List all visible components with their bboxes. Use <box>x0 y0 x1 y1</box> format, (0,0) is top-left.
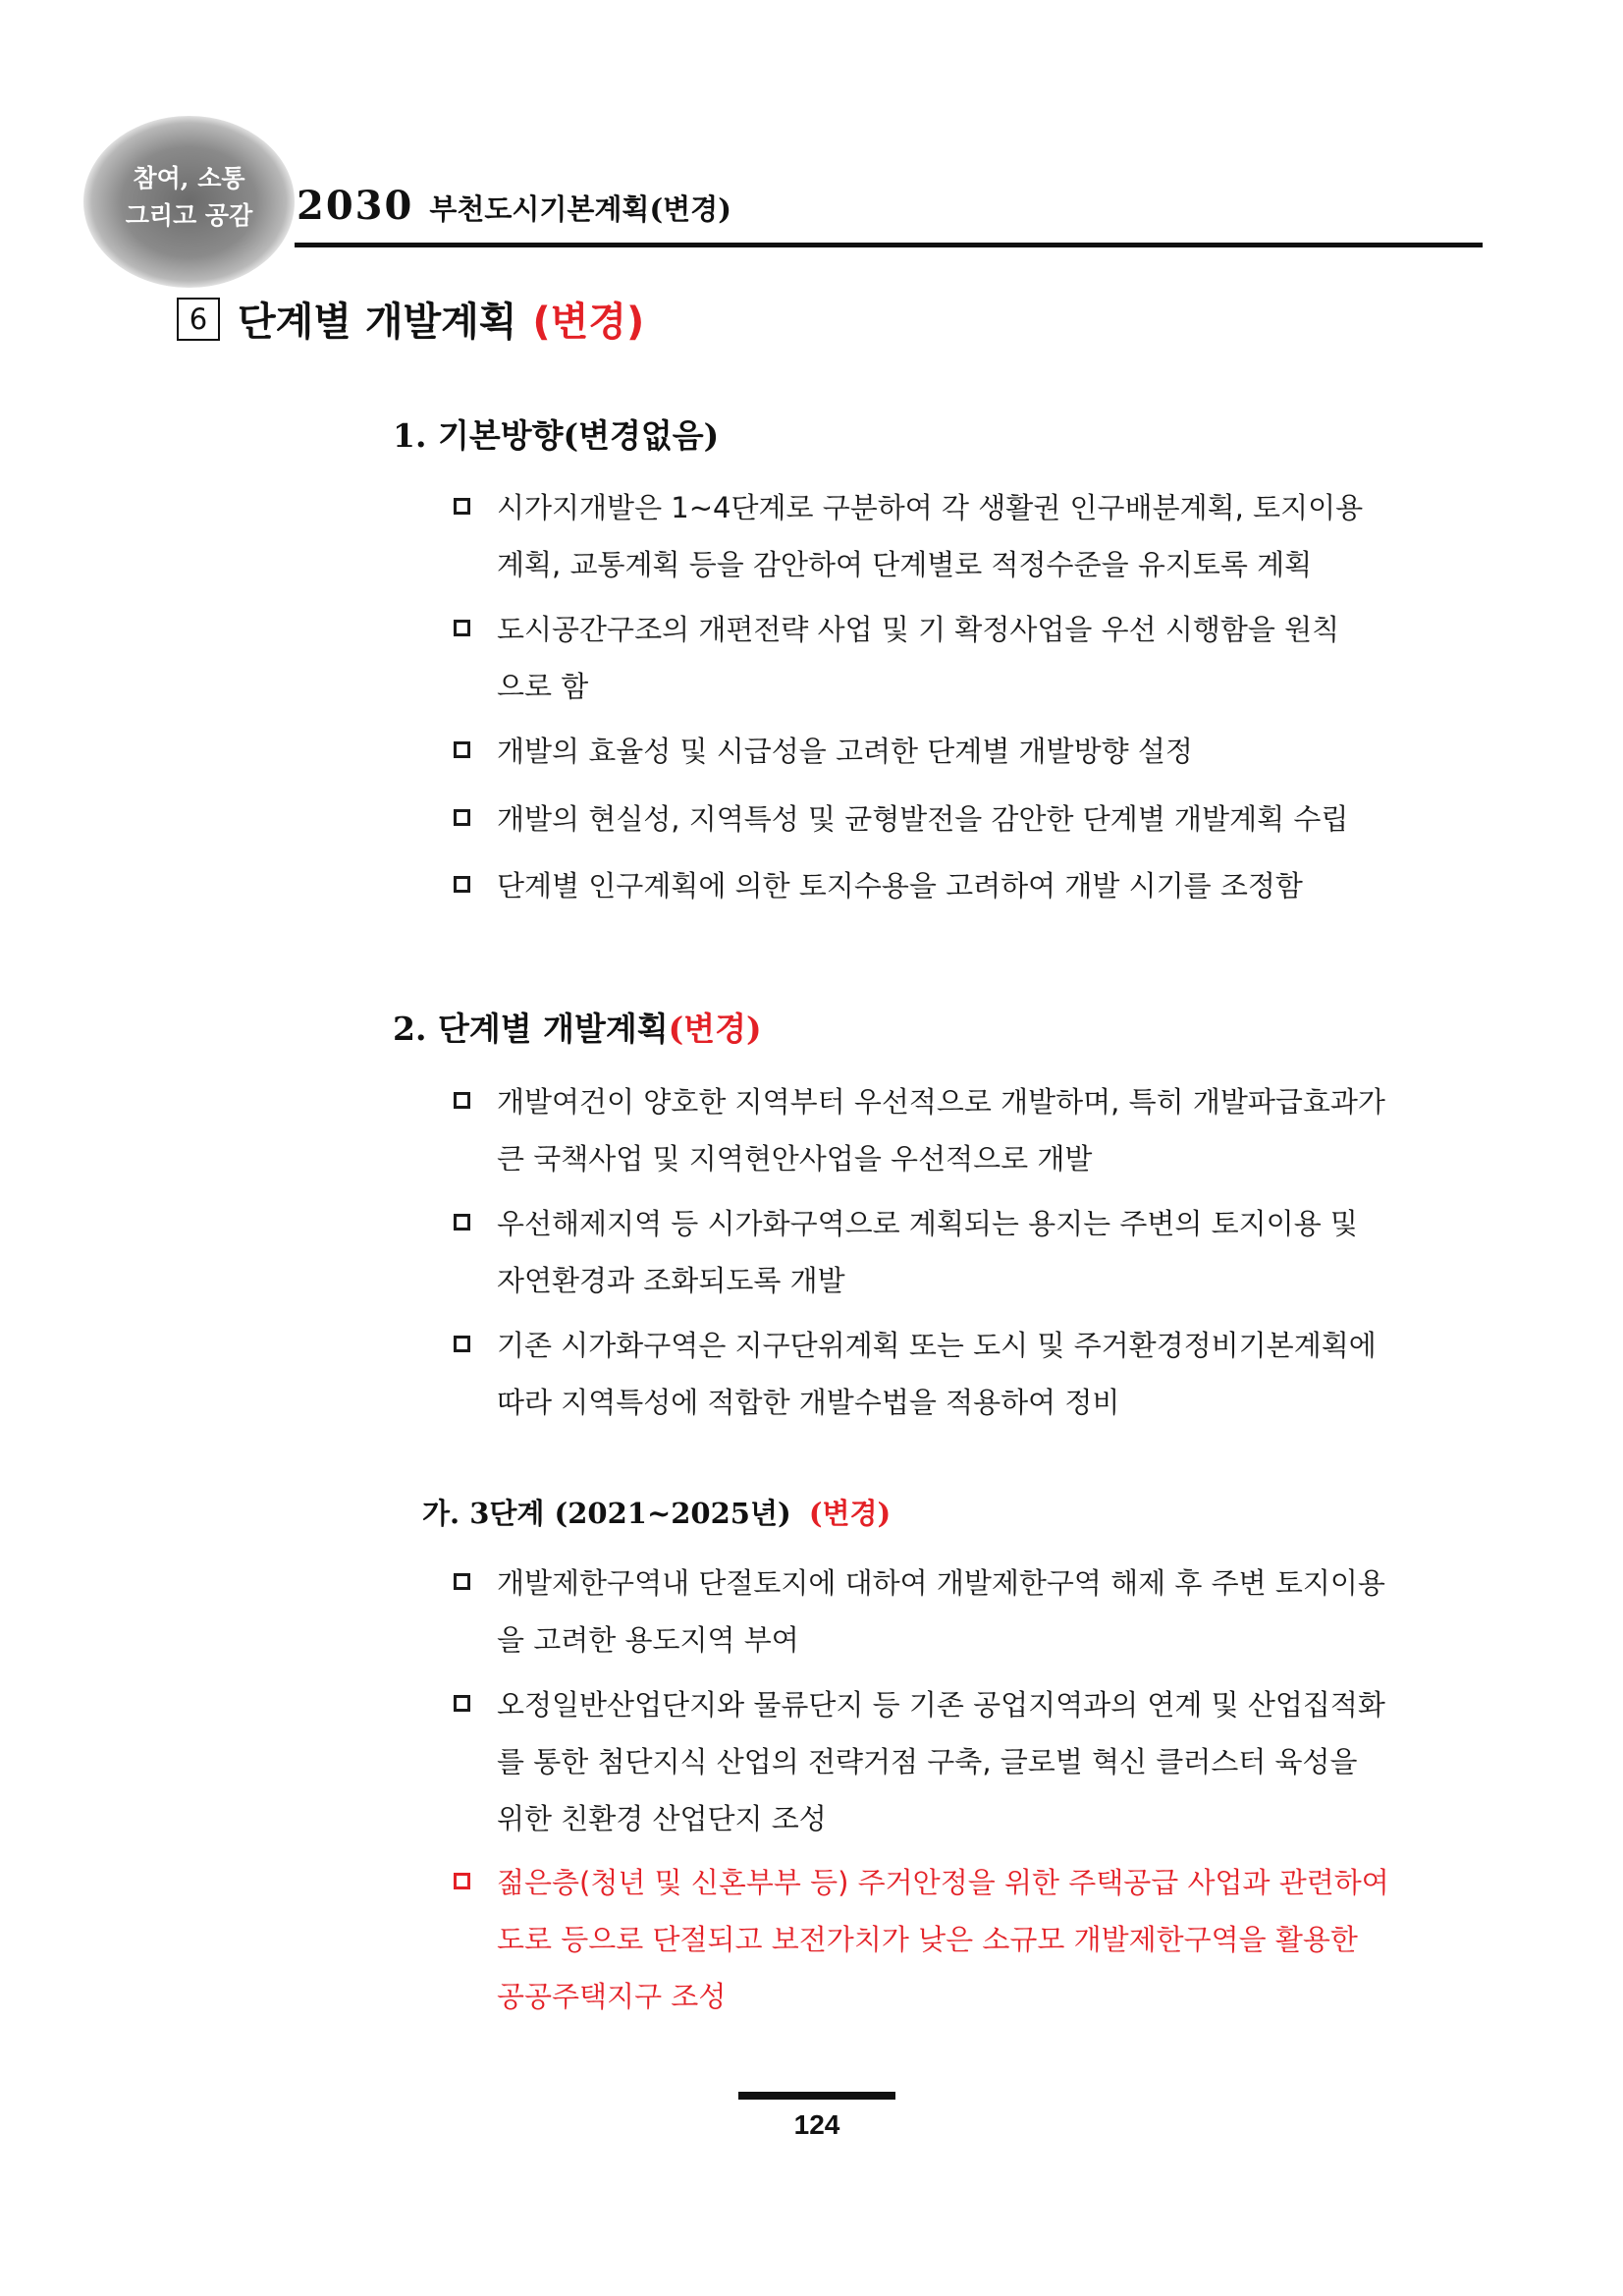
bullet-line: 우선해제지역 등 시가화구역으로 계획되는 용지는 주변의 토지이용 및 <box>497 1207 1358 1240</box>
sub-heading-2-text: 2. 단계별 개발계획 <box>393 1010 669 1048</box>
checkbox-bullet-icon <box>454 1695 470 1712</box>
bullet-line: 자연환경과 조화되도록 개발 <box>497 1264 845 1297</box>
bullet-line: 개발여건이 양호한 지역부터 우선적으로 개발하며, 특히 개발파급효과가 <box>497 1085 1385 1119</box>
stamp-text-line1: 참여, 소통 <box>133 164 245 192</box>
checkbox-bullet-icon <box>454 1573 470 1590</box>
checkbox-bullet-icon <box>454 741 470 758</box>
checkbox-bullet-icon <box>454 1214 470 1230</box>
checkbox-bullet-icon <box>454 620 470 636</box>
bullet-line: 를 통한 첨단지식 산업의 전략거점 구축, 글로벌 혁신 클러스터 육성을 <box>497 1745 1358 1778</box>
stamp-text-line2: 그리고 공감 <box>125 201 253 230</box>
document-header <box>297 183 731 229</box>
sub-heading-1: 1. 기본방향(변경없음) <box>393 416 720 455</box>
header-plan-title: 부천도시기본계획(변경) <box>429 192 731 226</box>
bullet-line: 오정일반산업단지와 물류단지 등 기존 공업지역과의 연계 및 산업집적화 <box>497 1688 1385 1722</box>
bullet-line: 따라 지역특성에 적합한 개발수법을 적용하여 정비 <box>497 1386 1120 1419</box>
section-title-text: 단계별 개발계획 <box>238 300 517 345</box>
section-number-box: 6 <box>177 298 220 341</box>
footer-rule <box>738 2092 895 2100</box>
minor-heading-stage3 <box>422 1492 891 1532</box>
bullet-line: 젊은층(청년 및 신혼부부 등) 주거안정을 위한 주택공급 사업과 관련하여 <box>497 1866 1389 1899</box>
bullet-line: 계획, 교통계획 등을 감안하여 단계별로 적정수준을 유지토록 계획 <box>497 548 1313 581</box>
bullet-line: 시가지개발은 1~4단계로 구분하여 각 생활권 인구배분계획, 토지이용 <box>497 491 1364 524</box>
bullet-line: 큰 국책사업 및 지역현안사업을 우선적으로 개발 <box>497 1142 1093 1175</box>
section-change-tag: (변경) <box>532 300 645 345</box>
bullet-line: 개발의 현실성, 지역특성 및 균형발전을 감안한 단계별 개발계획 수립 <box>497 802 1349 836</box>
page-number: 124 <box>793 2109 840 2140</box>
header-stamp <box>83 116 295 288</box>
bullet-line: 으로 함 <box>497 670 589 703</box>
bullet-line: 개발제한구역내 단절토지에 대하여 개발제한구역 해제 후 주변 토지이용 <box>497 1566 1385 1600</box>
checkbox-bullet-icon <box>454 1092 470 1109</box>
bullet-line: 개발의 효율성 및 시급성을 고려한 단계별 개발방향 설정 <box>497 735 1193 768</box>
checkbox-bullet-icon <box>454 876 470 893</box>
minor-heading-tag: (변경) <box>808 1497 892 1530</box>
bullet-line: 공공주택지구 조성 <box>497 1980 727 2013</box>
checkbox-bullet-icon <box>454 1873 470 1889</box>
bullet-line: 위한 친환경 산업단지 조성 <box>497 1802 827 1835</box>
bullet-line: 도시공간구조의 개편전략 사업 및 기 확정사업을 우선 시행함을 원칙 <box>497 613 1340 646</box>
bullet-line: 기존 시가화구역은 지구단위계획 또는 도시 및 주거환경정비기본계획에 <box>497 1329 1377 1362</box>
sub-heading-2-tag: (변경) <box>668 1010 762 1048</box>
header-year: 2030 <box>297 183 414 229</box>
checkbox-bullet-icon <box>454 498 470 515</box>
checkbox-bullet-icon <box>454 809 470 826</box>
bullet-line: 단계별 인구계획에 의한 토지수용을 고려하여 개발 시기를 조정함 <box>497 869 1303 902</box>
section-title <box>177 291 644 347</box>
sub-heading-2 <box>393 1004 762 1050</box>
minor-heading-text: 가. 3단계 (2021~2025년) <box>422 1497 791 1530</box>
bullet-line: 을 고려한 용도지역 부여 <box>497 1623 799 1657</box>
header-rule <box>295 243 1483 247</box>
checkbox-bullet-icon <box>454 1336 470 1352</box>
bullet-line: 도로 등으로 단절되고 보전가치가 낮은 소규모 개발제한구역을 활용한 <box>497 1923 1358 1956</box>
